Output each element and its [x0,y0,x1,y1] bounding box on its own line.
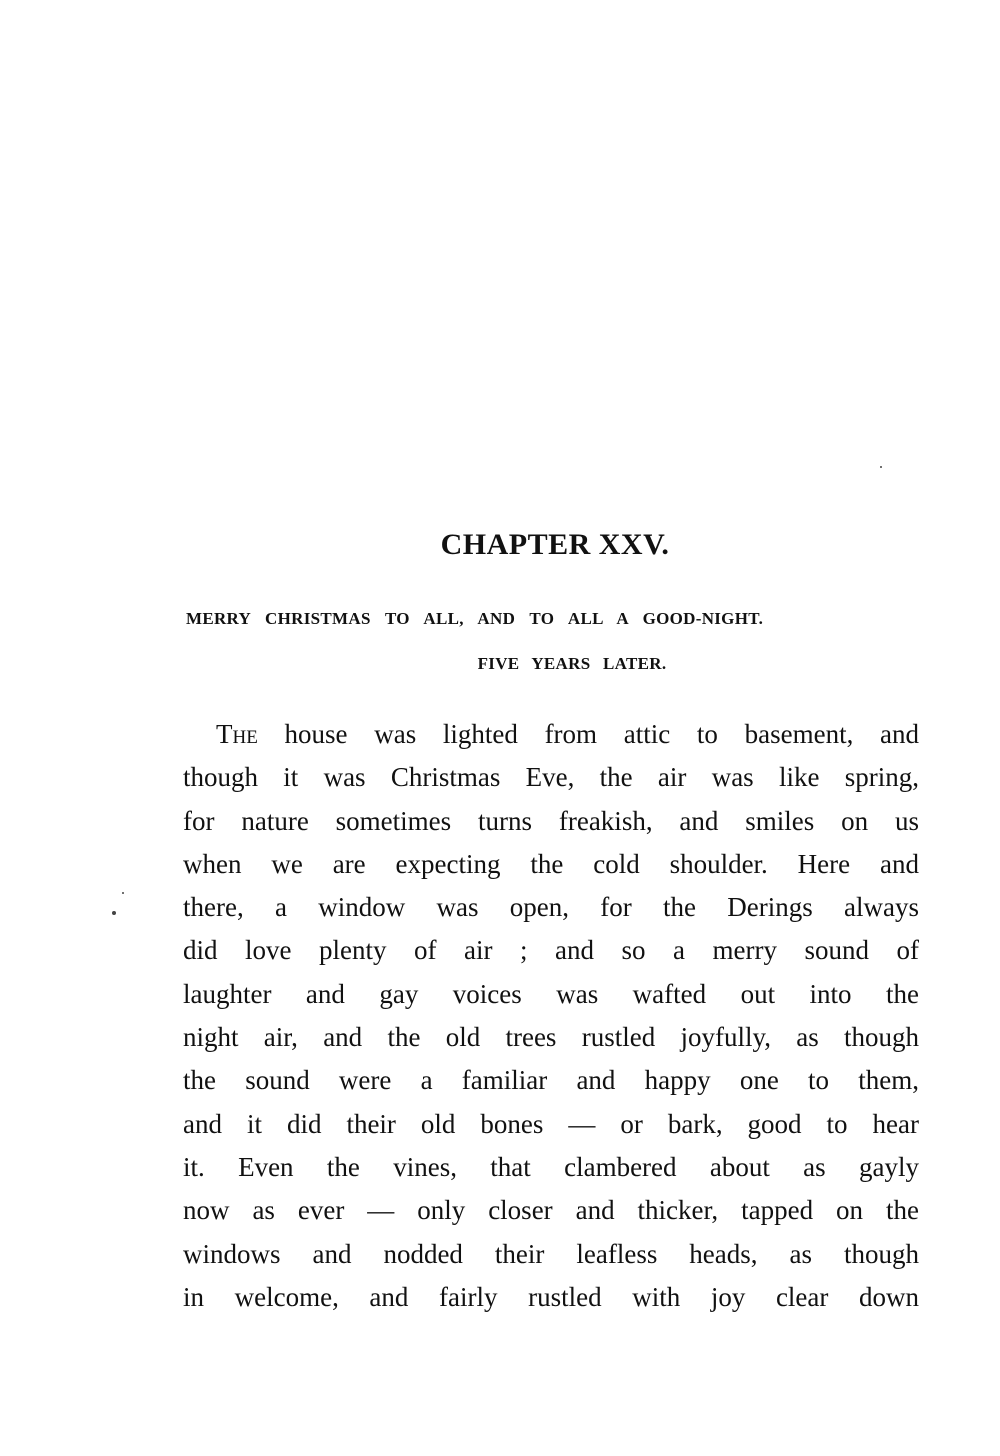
body-text [183,713,919,1319]
chapter-title: CHAPTER XXV. [440,528,670,561]
text-line: there, a window was open, for the Derings always [183,892,919,923]
text-line: now as ever — only closer and thicker, tapped on the [183,1195,919,1226]
text-line: it. Even the vines, that clambered about as gayly [183,1151,919,1182]
text-line: did love plenty of air ; and so a merry sound of [183,935,919,966]
text-line: night air, and the old trees rustled joyfully, as though [183,1022,919,1053]
text-line: windows and nodded their leafless heads, as though [183,1238,919,1269]
chapter-subheading: FIVE YEARS LATER. [477,654,667,673]
text-line: for nature sometimes turns freakish, and smiles on us [183,805,919,836]
text-line: laughter and gay voices was wafted out into the [183,978,919,1009]
text-line-rest: house was lighted from attic to basement, and [257,719,919,749]
text-line [183,713,919,756]
chapter-subtitle: MERRY CHRISTMAS TO ALL, AND TO ALL A GOOD-NIGHT. [186,609,764,628]
print-speck [880,466,882,468]
drop-word: The [216,719,258,749]
text-line: though it was Christmas Eve, the air was like spring, [183,762,919,793]
text-line: in welcome, and fairly rustled with joy clear down [183,1281,919,1312]
print-speck [112,911,116,915]
text-line: and it did their old bones — or bark, good to hear [183,1108,919,1139]
text-line: when we are expecting the cold shoulder. Here and [183,848,919,879]
text-line: the sound were a familiar and happy one to them, [183,1065,919,1096]
print-speck [122,892,124,894]
